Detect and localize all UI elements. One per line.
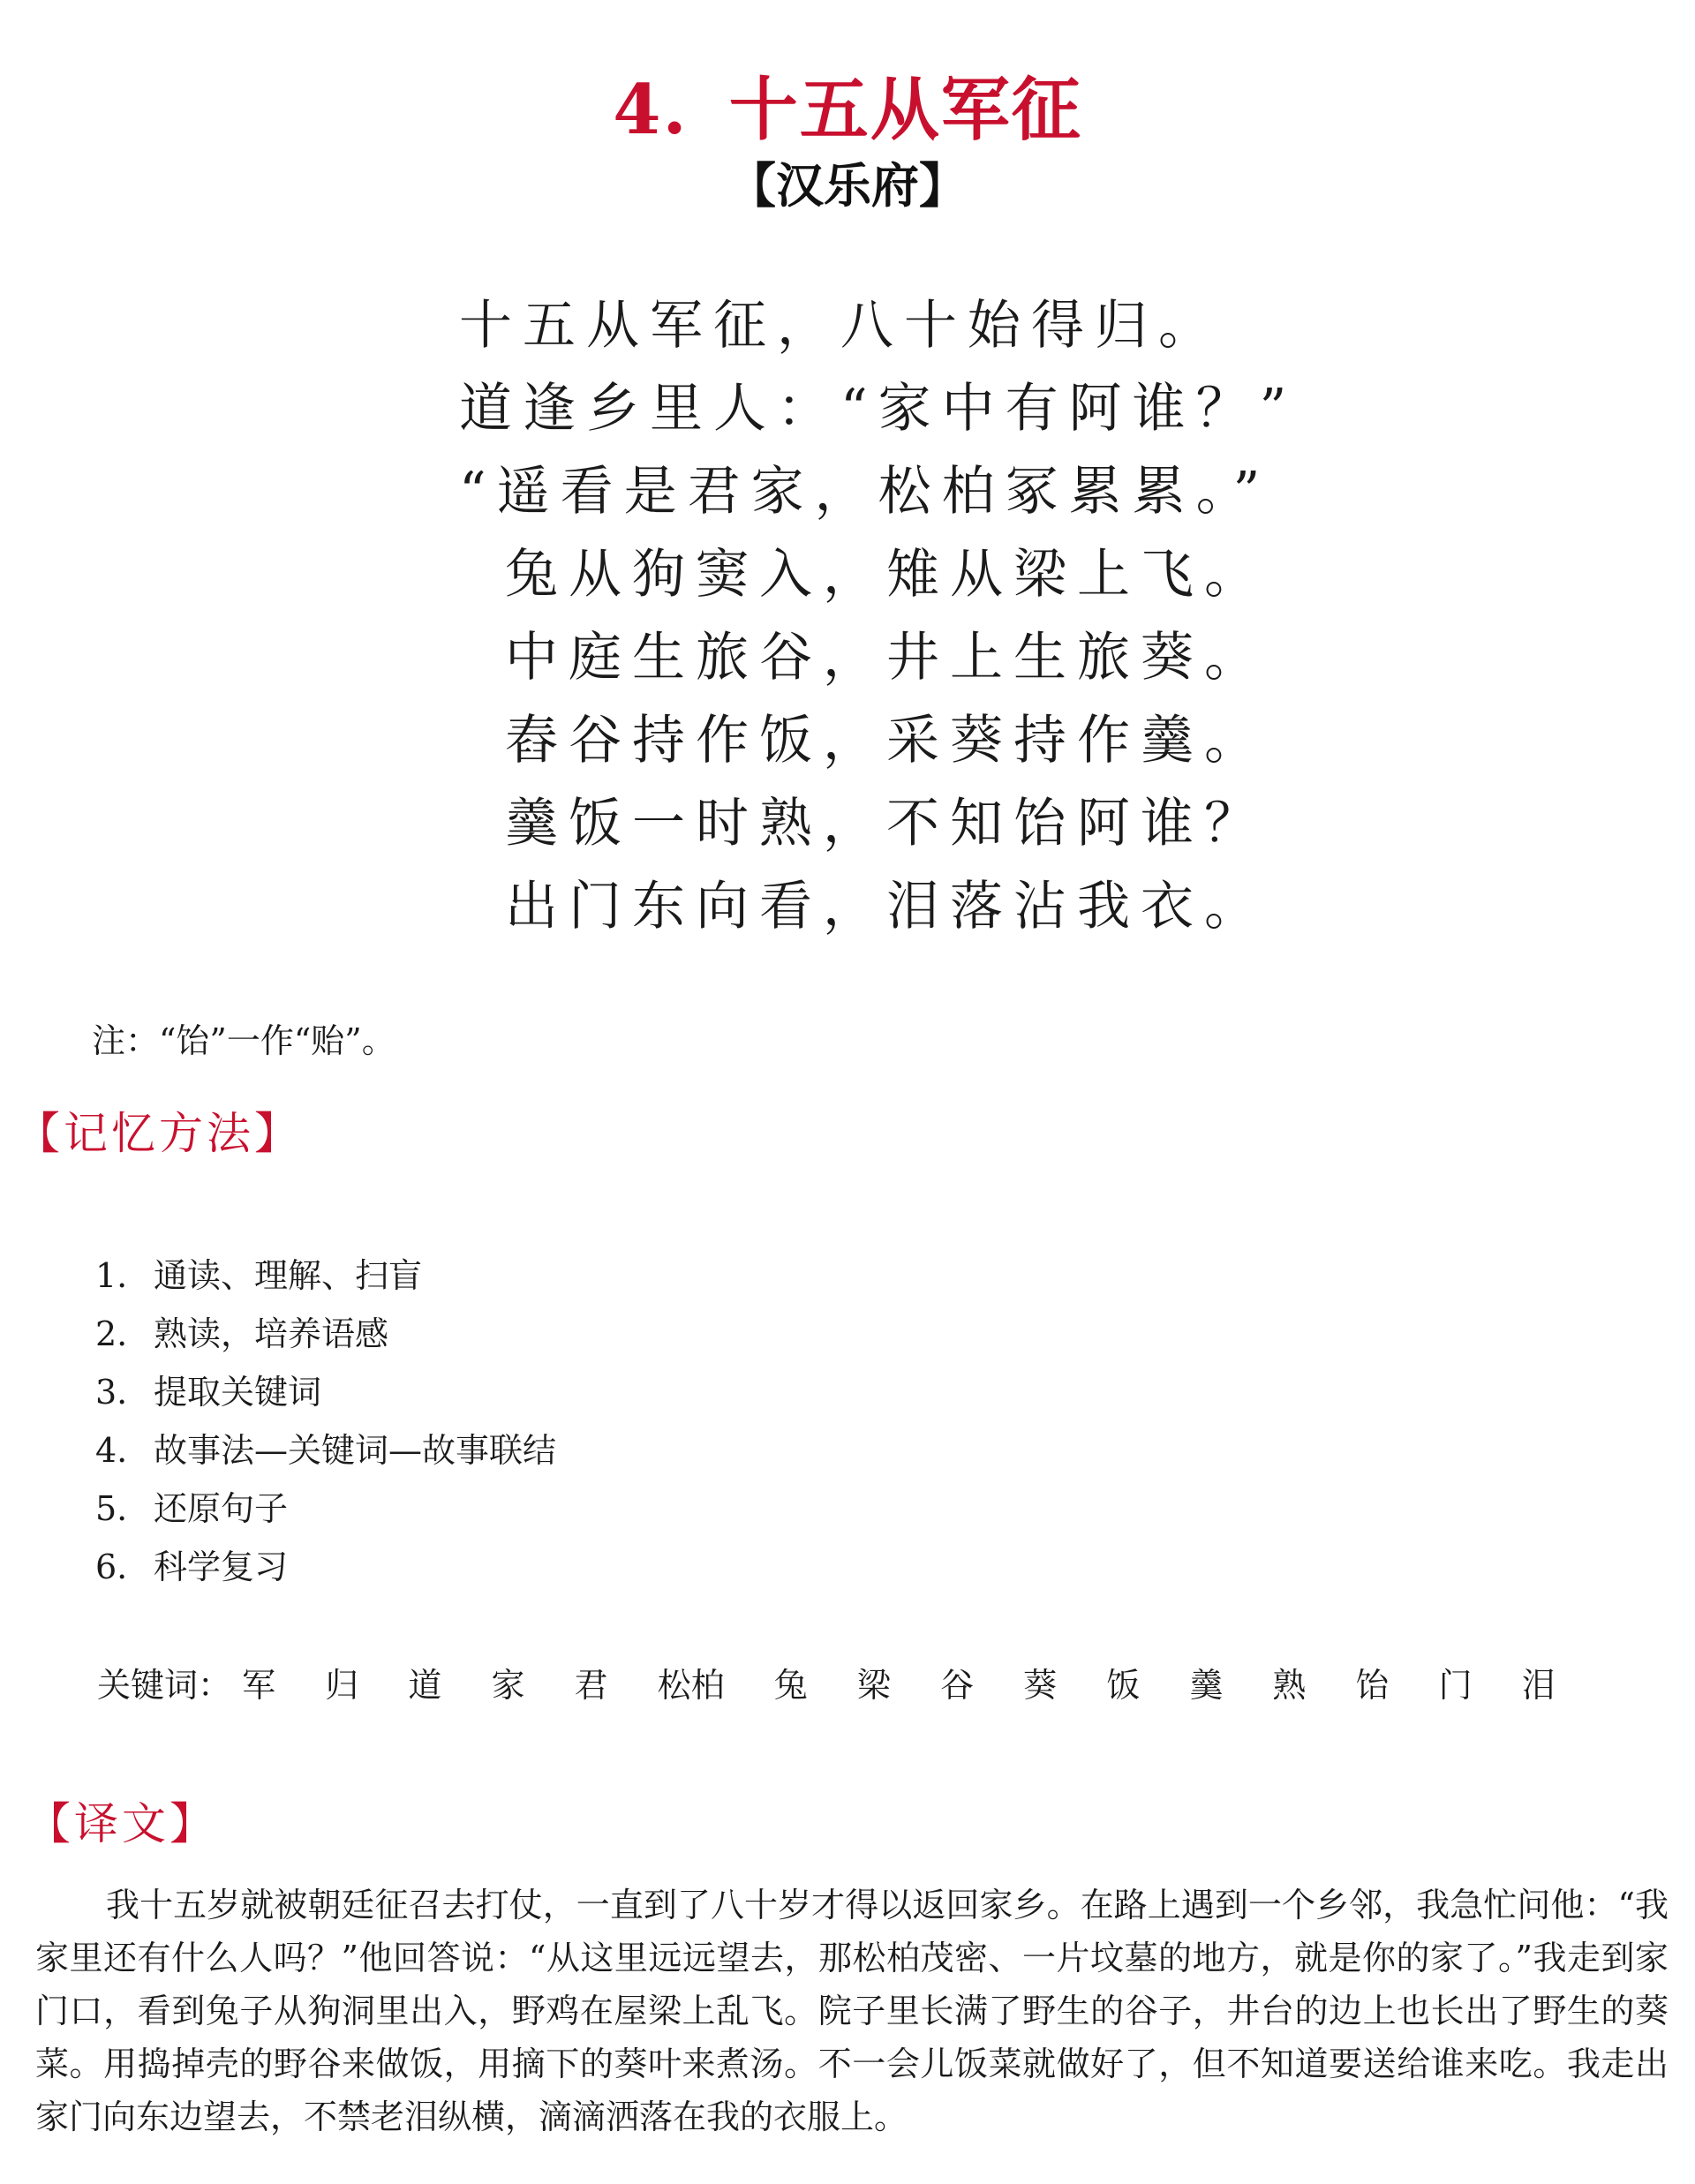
list-item-text: 熟读，培养语感 xyxy=(154,1314,389,1353)
list-item xyxy=(95,1363,556,1421)
list-item xyxy=(95,1480,556,1538)
list-item-index: 3. xyxy=(95,1373,128,1412)
keyword: 归 xyxy=(325,1666,359,1705)
list-item-text: 提取关键词 xyxy=(154,1373,322,1412)
poem-line: 兔从狗窦入，雉从梁上飞。 xyxy=(505,544,1268,606)
list-item xyxy=(95,1538,556,1596)
annotation-note: 注：“饴”一作“贻”。 xyxy=(92,1021,396,1060)
keyword: 谷 xyxy=(939,1666,974,1705)
keyword: 葵 xyxy=(1023,1666,1058,1705)
keyword: 熟 xyxy=(1272,1666,1307,1705)
translation-text: 我十五岁就被朝廷征召去打仗，一直到了八十岁才得以返回家乡。在路上遇到一个乡邻，我急忙问他：“我家里还有什么人吗？”他回答说：“从这里远远望去，那松柏茂密、一片坟墓的地方，就是你的家了。”我走到家门口，看到兔子从狗洞里出入，野鸡在屋梁上乱飞。院子里长满了野生的谷子，井台的边上也长出了野生的葵菜。用捣掉壳的野谷来做饭，用摘下的葵叶来煮汤。不一会儿饭菜就做好了，但不知道要送给谁来吃。我走出家门向东边望去，不禁老泪纵横，滴滴洒落在我的衣服上。 xyxy=(35,1886,1669,2136)
keyword: 饭 xyxy=(1106,1666,1141,1705)
list-item-index: 4. xyxy=(95,1431,128,1470)
list-item-index: 1. xyxy=(95,1256,128,1295)
list-item-text: 通读、理解、扫盲 xyxy=(154,1256,423,1295)
list-item xyxy=(95,1305,556,1363)
poem-line: 出门东向看，泪落沾我衣。 xyxy=(505,876,1268,938)
poem-line: “遥看是君家，松柏冢累累。” xyxy=(459,461,1271,523)
keyword: 军 xyxy=(242,1666,276,1705)
poem-line: 中庭生旅谷，井上生旅葵。 xyxy=(505,627,1268,689)
list-item-text: 科学复习 xyxy=(154,1548,289,1586)
keyword: 君 xyxy=(574,1666,608,1705)
list-item xyxy=(95,1246,556,1305)
keyword: 泪 xyxy=(1521,1666,1556,1705)
poem-line: 十五从军征，八十始得归。 xyxy=(459,295,1222,357)
list-item-index: 2. xyxy=(95,1314,128,1353)
keyword: 羹 xyxy=(1189,1666,1224,1705)
list-item-text: 还原句子 xyxy=(154,1489,289,1528)
memory-method-heading: 【记忆方法】 xyxy=(16,1108,302,1159)
keyword: 道 xyxy=(408,1666,442,1705)
keyword: 饴 xyxy=(1355,1666,1390,1705)
list-item-index: 6. xyxy=(95,1548,128,1586)
poem-title xyxy=(0,55,1695,154)
keyword: 家 xyxy=(491,1666,525,1705)
memory-method-list xyxy=(95,1246,556,1596)
poem-line: 道逢乡里人：“家中有阿谁？” xyxy=(459,378,1298,440)
keyword: 门 xyxy=(1438,1666,1473,1705)
keyword: 兔 xyxy=(773,1666,808,1705)
poem-dynasty: 【汉乐府】 xyxy=(728,157,967,214)
keyword: 松柏 xyxy=(657,1666,725,1705)
list-item-text: 故事法—关键词—故事联结 xyxy=(154,1431,557,1470)
poem-title-text: 十五从军征 xyxy=(728,70,1082,150)
poem-line: 舂谷持作饭，采葵持作羹。 xyxy=(505,710,1268,772)
list-item-index: 5. xyxy=(95,1489,128,1528)
keyword: 梁 xyxy=(856,1666,891,1705)
poem-body xyxy=(459,284,1307,948)
poem-number: 4. xyxy=(613,70,689,150)
keywords-row xyxy=(97,1658,1594,1706)
list-item xyxy=(95,1421,556,1480)
translation-heading: 【译文】 xyxy=(26,1798,217,1849)
poem-line: 羹饭一时熟，不知饴阿谁？ xyxy=(505,793,1268,855)
keywords-label: 关键词： xyxy=(97,1666,232,1705)
